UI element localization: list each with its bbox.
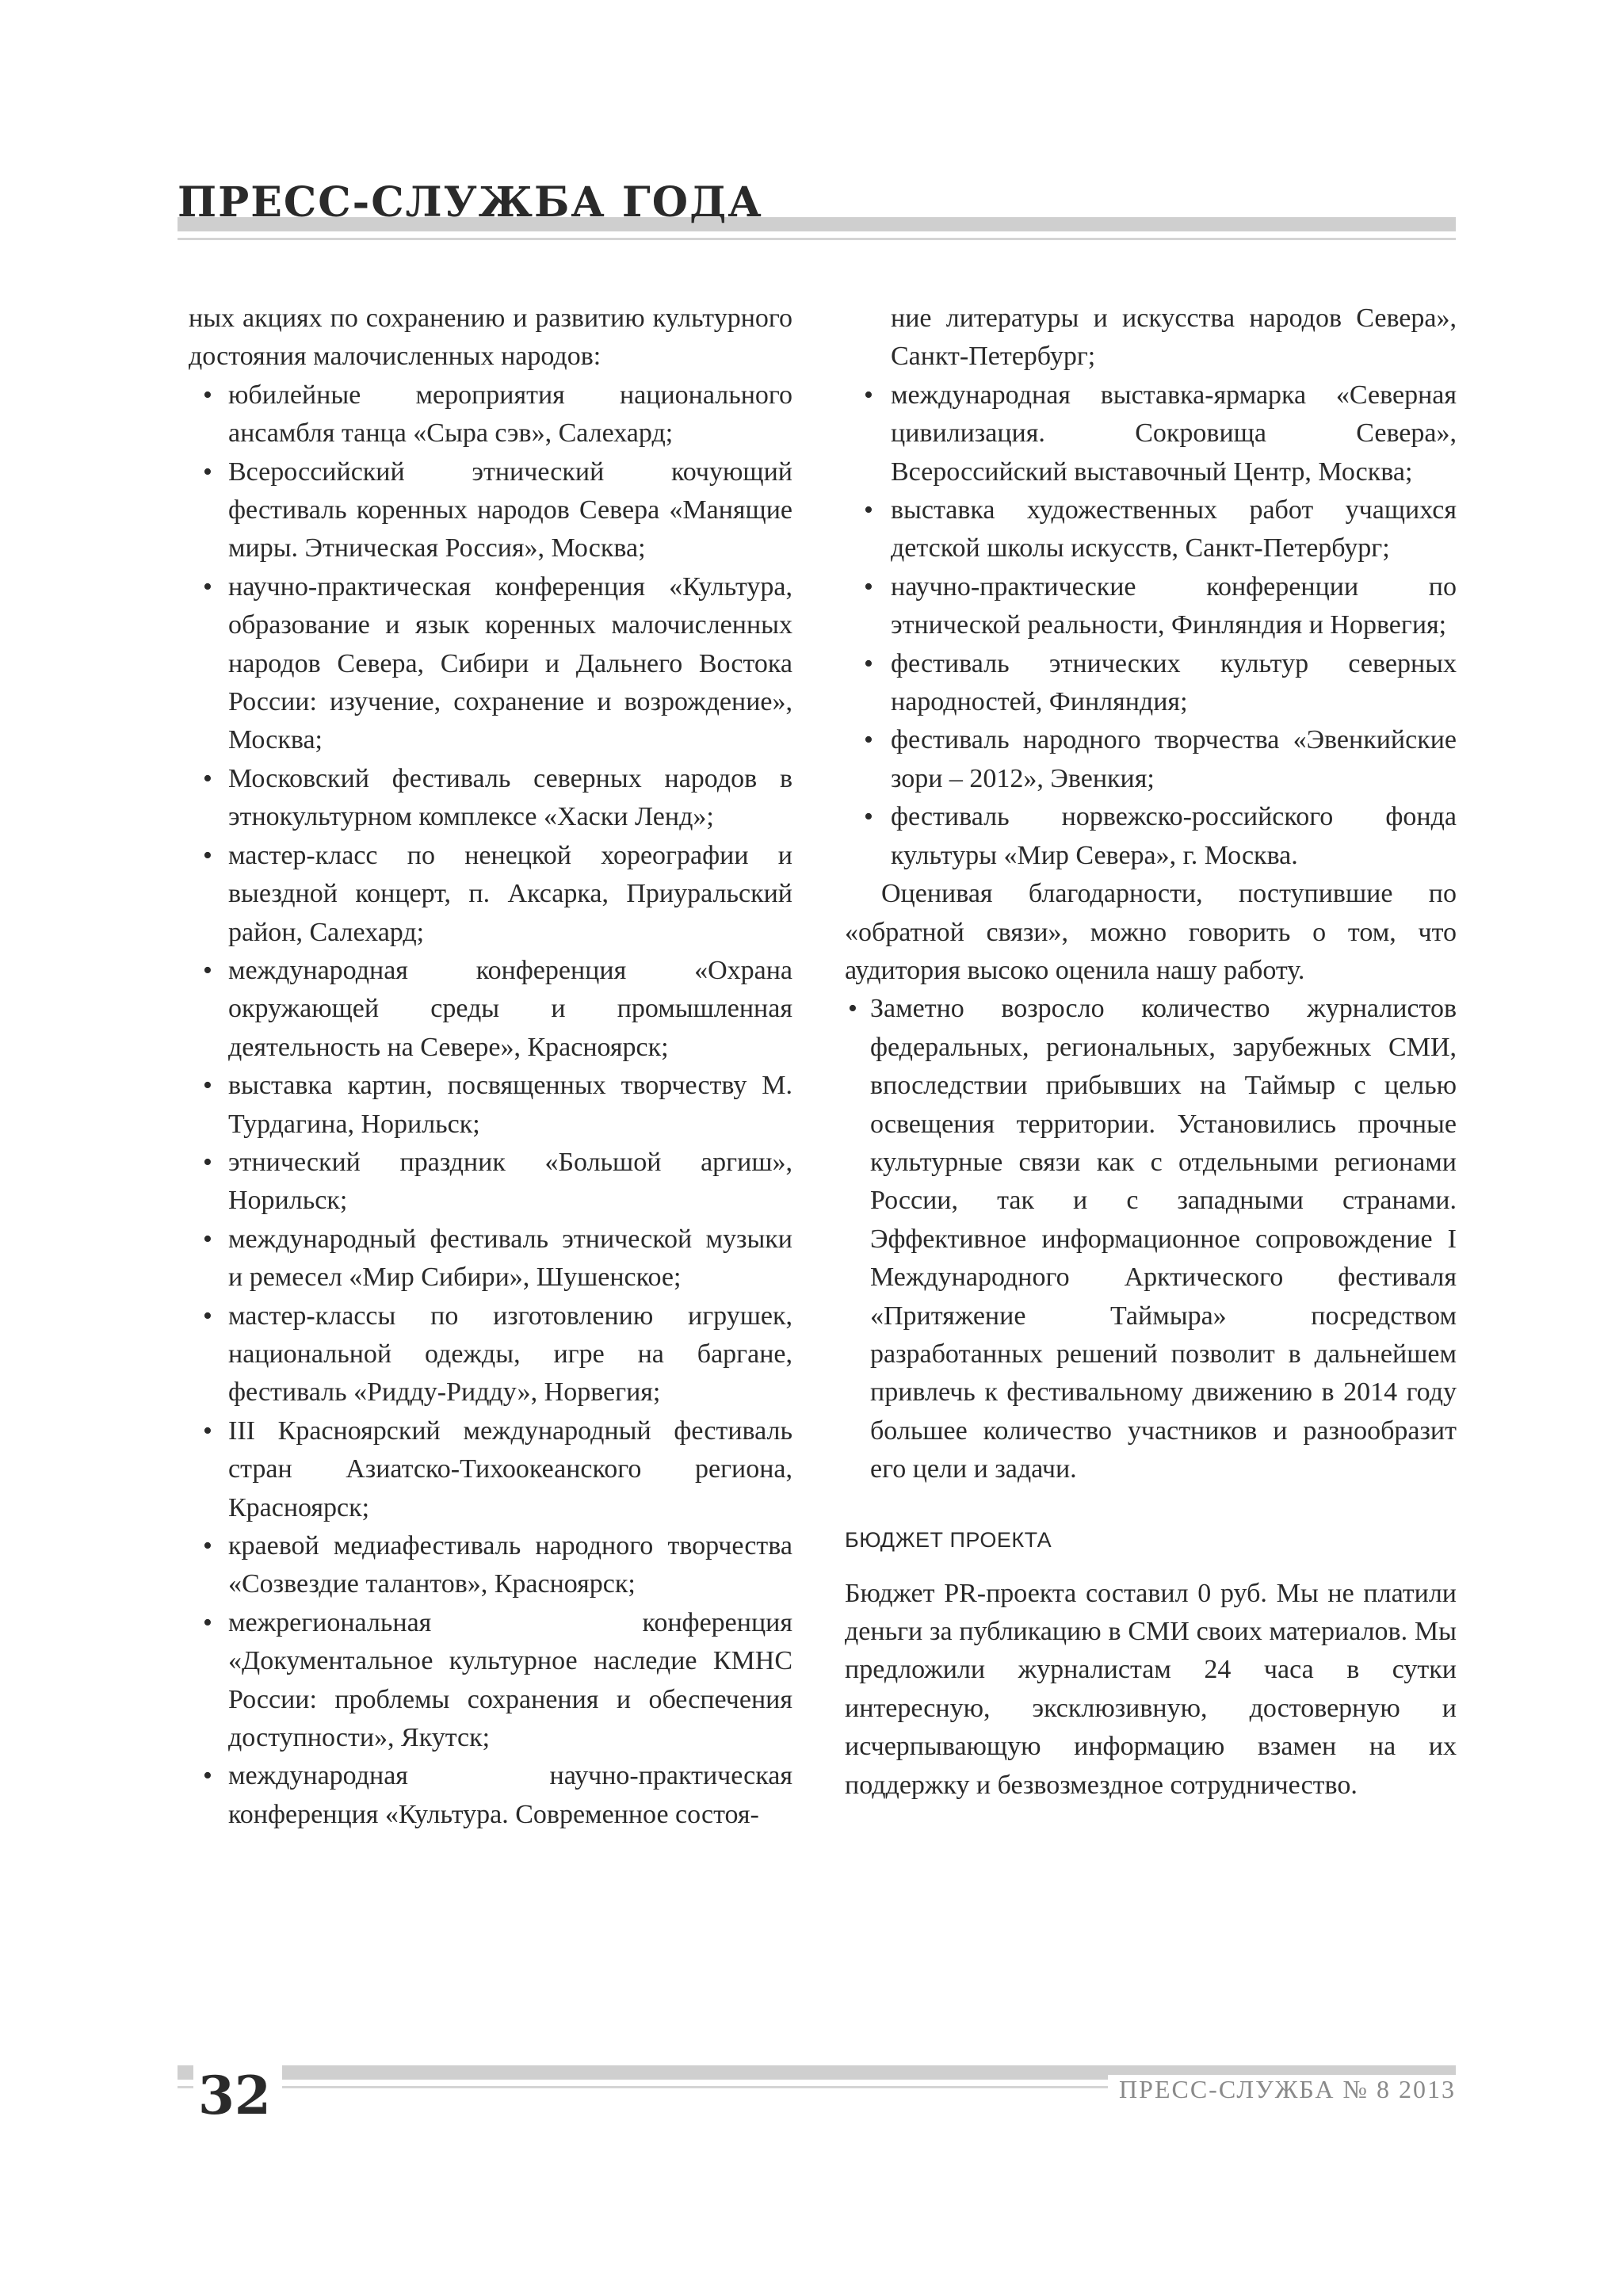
journal-issue: ПРЕСС-СЛУЖБА № 8 2013 (1108, 2075, 1456, 2103)
list-item: • Заметно возросло количество журналистов федеральных, региональных, зарубежных СМИ, впоследствии прибывших на Таймыр с целью освещения территории. Установились прочные культурные связи как с отдельными регионами России, так и с западными странами. Эффективное информационное сопровождение I Международного Арктического фестиваля «Притяжение Таймыра» посредством разработанных решений позволит в дальнейшем привлечь к фестивальному движению в 2014 году большее количество участников и разнообразит его цели и задачи. (845, 990, 1457, 1488)
intro-paragraph: ных акциях по сохранению и развитию культурного достояния малочисленных народов: (189, 304, 792, 372)
list-item: • научно-практическая конференция «Культура, образование и язык коренных малочисленных народов Севера, Сибири и Дальнего Востока России: изучение, сохранение и возрождение», Москва; (189, 568, 792, 760)
right-column (845, 300, 1457, 1805)
left-column (189, 300, 792, 1834)
list-item-continuation: ние литературы и искусства народов Севера», Санкт-Петербург; (891, 304, 1457, 372)
list-item: • международная конференция «Охрана окружающей среды и промышленная деятельность на Севере», Красноярск; (189, 952, 792, 1067)
list-item: • международная научно-практическая конференция «Культура. Современное состоя- (189, 1757, 792, 1834)
list-item: • мастер-классы по изготовлению игрушек, национальной одежды, игре на баргане, фестиваль «Ридду-Ридду», Норвегия; (189, 1297, 792, 1412)
list-item: • фестиваль этнических культур северных народностей, Финляндия; (845, 645, 1457, 722)
budget-heading: БЮДЖЕТ ПРОЕКТА (845, 1527, 1052, 1552)
page-number: 32 (193, 2064, 282, 2127)
list-item: • юбилейные мероприятия национального ансамбля танца «Сыра сэв», Салехард; (189, 376, 792, 453)
section-title: ПРЕСС-СЛУЖБА ГОДА (178, 178, 763, 227)
list-item: • фестиваль норвежско-российского фонда культуры «Мир Севера», г. Москва. (845, 798, 1457, 875)
results-list (845, 990, 1457, 1488)
budget-paragraph: Бюджет PR-проекта составил 0 руб. Мы не платили деньги за публикацию в СМИ своих материалов. Мы предложили журналистам 24 часа в сутки интересную, эксклюзивную, достоверную и исчерпывающую информацию взамен на их поддержку и безвозмездное сотрудничество. (845, 1578, 1457, 1800)
list-item: • выставка картин, посвященных творчеству М. Турдагина, Норильск; (189, 1067, 792, 1144)
list-item: • выставка художественных работ учащихся детской школы искусств, Санкт-Петербург; (845, 491, 1457, 568)
list-item: • международная выставка-ярмарка «Северная цивилизация. Сокровища Севера», Всероссийский выставочный Центр, Москва; (845, 376, 1457, 491)
list-item: • международный фестиваль этнической музыки и ремесел «Мир Сибири», Шушенское; (189, 1221, 792, 1297)
list-item: • Всероссийский этнический кочующий фестиваль коренных народов Севера «Манящие миры. Этническая Россия», Москва; (189, 453, 792, 568)
list-item: • межрегиональная конференция «Документальное культурное наследие КМНС России: проблемы сохранения и обеспечения доступности», Якутск; (189, 1604, 792, 1758)
list-item: • краевой медиафестиваль народного творчества «Созвездие талантов», Красноярск; (189, 1527, 792, 1604)
footer-journal-wrapper (1030, 2073, 1456, 2105)
list-item: • III Красноярский международный фестиваль стран Азиатско-Тихоокеанского региона, Красноярск; (189, 1412, 792, 1527)
list-item: • Московский фестиваль северных народов в этнокультурном комплексе «Хаски Ленд»; (189, 760, 792, 837)
list-item: • научно-практические конференции по этнической реальности, Финляндия и Норвегия; (845, 568, 1457, 645)
list-item: • этнический праздник «Большой аргиш», Норильск; (189, 1144, 792, 1221)
header-underline (178, 238, 1456, 240)
list-item: • мастер-класс по ненецкой хореографии и выездной концерт, п. Аксарка, Приуральский район, Салехард; (189, 837, 792, 952)
events-list (189, 376, 792, 1834)
list-item: • фестиваль народного творчества «Эвенкийские зори – 2012», Эвенкия; (845, 721, 1457, 798)
events-list-continued (845, 300, 1457, 875)
feedback-paragraph: Оценивая благодарности, поступившие по «обратной связи», можно говорить о том, что аудитория высоко оценила нашу работу. (845, 879, 1457, 985)
